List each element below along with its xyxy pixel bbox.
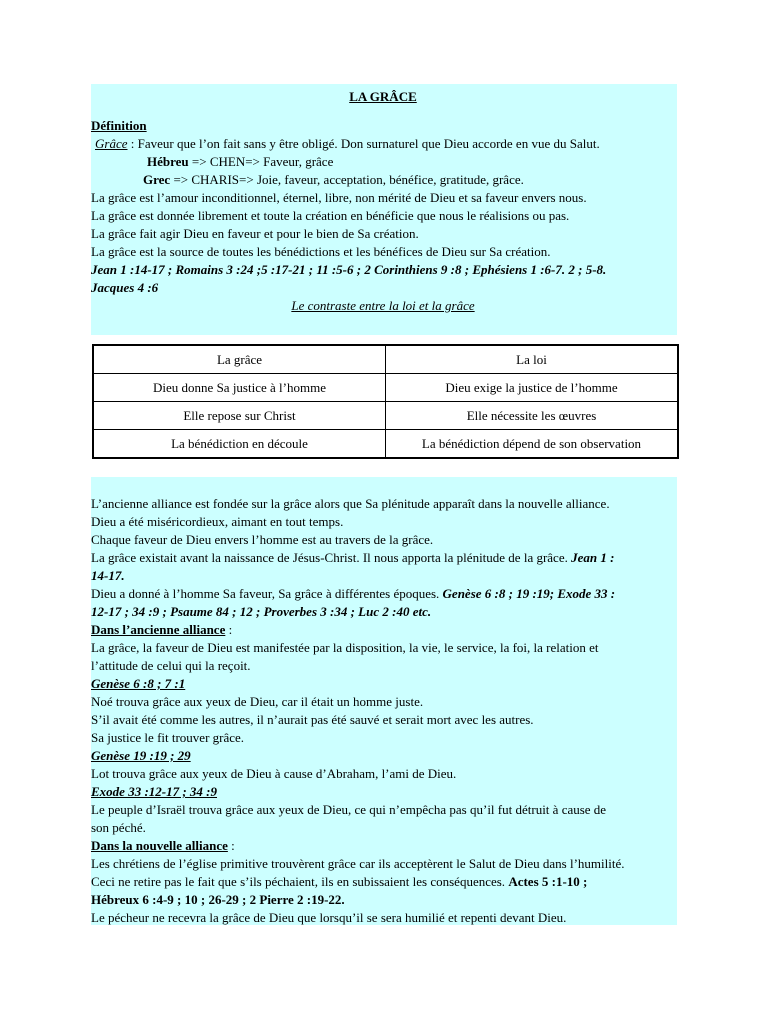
bible-reference: 14-17. bbox=[91, 568, 125, 583]
hebrew-line bbox=[91, 153, 675, 171]
table-cell: Elle nécessite les œuvres bbox=[386, 402, 679, 430]
table-cell: La loi bbox=[386, 345, 679, 374]
paragraph-line bbox=[91, 549, 675, 567]
paragraph-line bbox=[91, 585, 675, 603]
greek-text: => CHARIS=> Joie, faveur, acceptation, bénéfice, gratitude, grâce. bbox=[170, 172, 524, 187]
bible-reference: Hébreux 6 :4-9 ; 10 ; 26-29 ; 2 Pierre 2 :19-22. bbox=[91, 892, 345, 907]
hebrew-label: Hébreu bbox=[147, 154, 189, 169]
old-alliance-heading: Dans l’ancienne alliance bbox=[91, 622, 226, 637]
table-cell: La bénédiction en découle bbox=[93, 430, 386, 459]
new-alliance-heading: Dans la nouvelle alliance bbox=[91, 838, 228, 853]
heading-colon: : bbox=[225, 622, 233, 637]
definition-section bbox=[91, 84, 677, 335]
bible-reference: Genèse 19 :19 ; 29 bbox=[91, 748, 191, 763]
paragraph-line: Dieu a été miséricordieux, aimant en tout temps. bbox=[91, 514, 344, 529]
alliance-section bbox=[91, 477, 677, 925]
paragraph-line: Lot trouva grâce aux yeux de Dieu à cause d’Abraham, l’ami de Dieu. bbox=[91, 766, 457, 781]
bible-references-cont: Jacques 4 :6 bbox=[91, 280, 159, 295]
new-alliance-heading-line bbox=[91, 837, 675, 855]
definition-heading: Définition bbox=[91, 118, 147, 133]
paragraph-line: Sa justice le fit trouver grâce. bbox=[91, 730, 245, 745]
contrast-heading: Le contraste entre la loi et la grâce bbox=[291, 298, 475, 313]
paragraph-line: La grâce est l’amour inconditionnel, éternel, libre, non mérité de Dieu et sa faveur envers nous. bbox=[91, 190, 587, 205]
bible-reference: Actes 5 :1-10 ; bbox=[508, 874, 588, 889]
table-cell: La bénédiction dépend de son observation bbox=[386, 430, 679, 459]
paragraph-line: Le pécheur ne recevra la grâce de Dieu que lorsqu’il se sera humilié et repenti devant Dieu. bbox=[91, 910, 567, 925]
grace-law-table bbox=[92, 344, 679, 459]
grace-definition: : Faveur que l’on fait sans y être obligé. Don surnaturel que Dieu accorde en vue du Salut. bbox=[127, 136, 600, 151]
paragraph-line: L’ancienne alliance est fondée sur la grâce alors que Sa plénitude apparaît dans la nouvelle alliance. bbox=[91, 496, 610, 511]
paragraph-line: La grâce est donnée librement et toute la création en bénéficie que nous le réalisions ou pas. bbox=[91, 208, 570, 223]
table-row bbox=[93, 430, 678, 459]
paragraph-line: S’il avait été comme les autres, il n’aurait pas été sauvé et serait mort avec les autres. bbox=[91, 712, 534, 727]
bible-reference: Genèse 6 :8 ; 19 :19; Exode 33 : bbox=[442, 586, 616, 601]
grace-term: Grâce bbox=[95, 136, 128, 151]
table-row bbox=[93, 402, 678, 430]
hebrew-text: => CHEN=> Faveur, grâce bbox=[188, 154, 334, 169]
greek-line bbox=[91, 171, 675, 189]
bible-reference: Jean 1 : bbox=[571, 550, 615, 565]
paragraph-line bbox=[91, 873, 675, 891]
table-cell: Dieu exige la justice de l’homme bbox=[386, 374, 679, 402]
page-title: LA GRÂCE bbox=[349, 89, 417, 104]
paragraph-line: La grâce fait agir Dieu en faveur et pour le bien de Sa création. bbox=[91, 226, 419, 241]
paragraph-line: Le peuple d’Israël trouva grâce aux yeux de Dieu, ce qui n’empêcha pas qu’il fut détruit à cause de bbox=[91, 802, 607, 817]
paragraph-line: l’attitude de celui qui la reçoit. bbox=[91, 658, 251, 673]
greek-label: Grec bbox=[143, 172, 171, 187]
paragraph-line: La grâce, la faveur de Dieu est manifestée par la disposition, la vie, le service, la foi, la relation et bbox=[91, 640, 599, 655]
paragraph-line: son péché. bbox=[91, 820, 146, 835]
bible-reference: Exode 33 :12-17 ; 34 :9 bbox=[91, 784, 218, 799]
table-cell: La grâce bbox=[93, 345, 386, 374]
paragraph-text: Dieu a donné à l’homme Sa faveur, Sa grâce à différentes époques. bbox=[91, 586, 443, 601]
old-alliance-heading-line bbox=[91, 621, 675, 639]
paragraph-text: La grâce existait avant la naissance de Jésus-Christ. Il nous apporta la plénitude de la grâce. bbox=[91, 550, 572, 565]
bible-references: Jean 1 :14-17 ; Romains 3 :24 ;5 :17-21 ; 11 :5-6 ; 2 Corinthiens 9 :8 ; Ephésiens 1 :6-7. 2 ; 5-8. bbox=[91, 262, 607, 277]
paragraph-line: Chaque faveur de Dieu envers l’homme est au travers de la grâce. bbox=[91, 532, 434, 547]
table-row bbox=[93, 345, 678, 374]
table-cell: Dieu donne Sa justice à l’homme bbox=[93, 374, 386, 402]
paragraph-line: Noé trouva grâce aux yeux de Dieu, car il était un homme juste. bbox=[91, 694, 424, 709]
paragraph-line: La grâce est la source de toutes les bénédictions et les bénéfices de Dieu sur Sa création. bbox=[91, 244, 551, 259]
heading-colon: : bbox=[227, 838, 235, 853]
bible-reference: Genèse 6 :8 ; 7 :1 bbox=[91, 676, 186, 691]
grace-definition-line bbox=[91, 135, 675, 153]
paragraph-line: Les chrétiens de l’église primitive trouvèrent grâce car ils acceptèrent le Salut de Dieu dans l’humilité. bbox=[91, 856, 625, 871]
table-row bbox=[93, 374, 678, 402]
paragraph-text: Ceci ne retire pas le fait que s’ils péchaient, ils en subissaient les conséquences. bbox=[91, 874, 509, 889]
bible-reference: 12-17 ; 34 :9 ; Psaume 84 ; 12 ; Proverbes 3 :34 ; Luc 2 :40 etc. bbox=[91, 604, 432, 619]
table-cell: Elle repose sur Christ bbox=[93, 402, 386, 430]
